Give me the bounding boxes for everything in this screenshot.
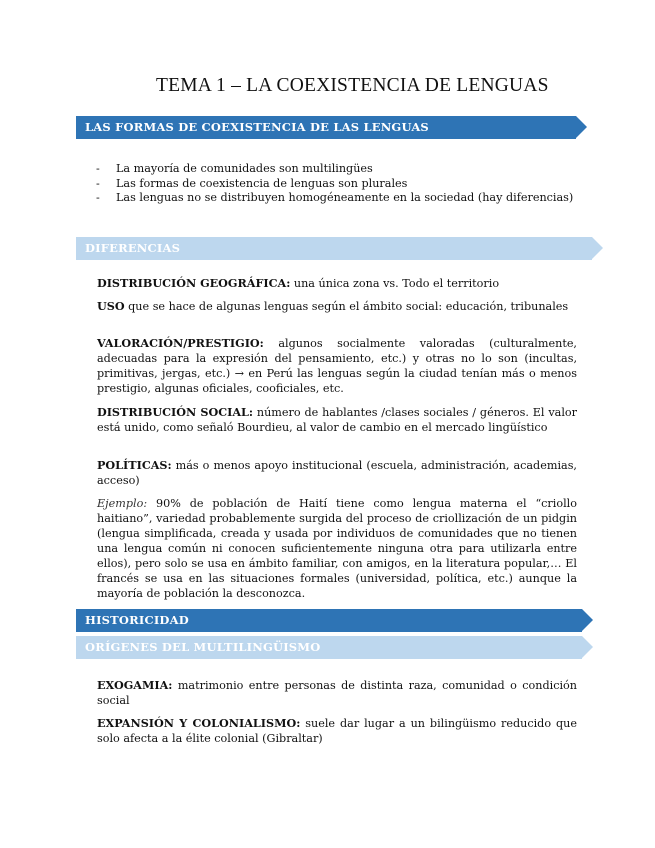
- origin-term: EXPANSIÓN Y COLONIALISMO:: [97, 716, 301, 730]
- bullet-marker: -: [96, 191, 100, 204]
- difference-item: [97, 336, 577, 396]
- difference-text: número de hablantes /clases sociales / géneros. El valor está unido, como señaló Bourdieu, al valor de cambio en el mercado lingüístico: [97, 406, 577, 434]
- list-item: [96, 177, 577, 192]
- difference-item: [97, 405, 577, 435]
- difference-term: USO: [97, 299, 125, 313]
- difference-term: DISTRIBUCIÓN SOCIAL:: [97, 405, 254, 419]
- bullet-marker: -: [96, 176, 100, 190]
- difference-item: [97, 276, 577, 291]
- section-header-formas: LAS FORMAS DE COEXISTENCIA DE LAS LENGUAS: [76, 116, 576, 139]
- section-header-diferencias: DIFERENCIAS: [76, 237, 592, 260]
- difference-term: VALORACIÓN/PRESTIGIO:: [97, 336, 264, 350]
- difference-text: algunos socialmente valoradas (culturalmente, adecuadas para la expresión del pensamiento, etc.) y otras no lo son (incultas, primitivas, jergas, etc.) → en Perú las lenguas según la ciudad tenían más o menos prestigio, algunas oficiales, cooficiales, etc.: [97, 337, 577, 395]
- example-paragraph: [97, 496, 577, 601]
- difference-term: POLÍTICAS:: [97, 458, 172, 472]
- page-title: TEMA 1 – LA COEXISTENCIA DE LENGUAS: [156, 75, 549, 96]
- difference-term: DISTRIBUCIÓN GEOGRÁFICA:: [97, 276, 291, 290]
- bullet-text: Las formas de coexistencia de lenguas son plurales: [116, 176, 408, 190]
- origin-text: suele dar lugar a un bilingüismo reducido que solo afecta a la élite colonial (Gibraltar): [97, 717, 577, 745]
- bullet-text: La mayoría de comunidades son multilingües: [116, 162, 373, 175]
- example-label: Ejemplo:: [97, 497, 148, 510]
- list-item: [96, 191, 577, 206]
- bullet-marker: -: [96, 162, 100, 175]
- difference-item: [97, 458, 577, 488]
- bullet-text: Las lenguas no se distribuyen homogéneamente en la sociedad (hay diferencias): [116, 191, 574, 204]
- origin-item: [97, 716, 577, 746]
- difference-text: que se hace de algunas lenguas según el ámbito social: educación, tribunales: [124, 300, 569, 313]
- bullet-list: [96, 162, 577, 206]
- origin-item: [97, 678, 577, 708]
- section-header-historicidad: HISTORICIDAD: [76, 609, 582, 632]
- section-header-origenes: ORÍGENES DEL MULTILINGÜISMO: [76, 636, 582, 659]
- difference-text: más o menos apoyo institucional (escuela, administración, academias, acceso): [97, 459, 577, 487]
- difference-text: una única zona vs. Todo el territorio: [290, 277, 500, 290]
- origin-text: matrimonio entre personas de distinta raza, comunidad o condición social: [97, 679, 577, 707]
- origin-term: EXOGAMIA:: [97, 678, 173, 692]
- example-text: 90% de población de Haití tiene como lengua materna el “criollo haitiano”, variedad probablemente surgida del proceso de criollización de un pidgin (lengua simplificada, creada y usada por individuos de comunidades que no tienen una lengua común ni conocen suficientemente ninguna otra para utilizarla entre ellos), pero solo se usa en ámbito familiar, con amigos, en la literatura popular,… El francés se usa en las situaciones formales (universidad, política, etc.) aunque la mayoría de población la desconozca.: [97, 497, 577, 600]
- difference-item: [97, 299, 577, 314]
- list-item: [96, 162, 577, 177]
